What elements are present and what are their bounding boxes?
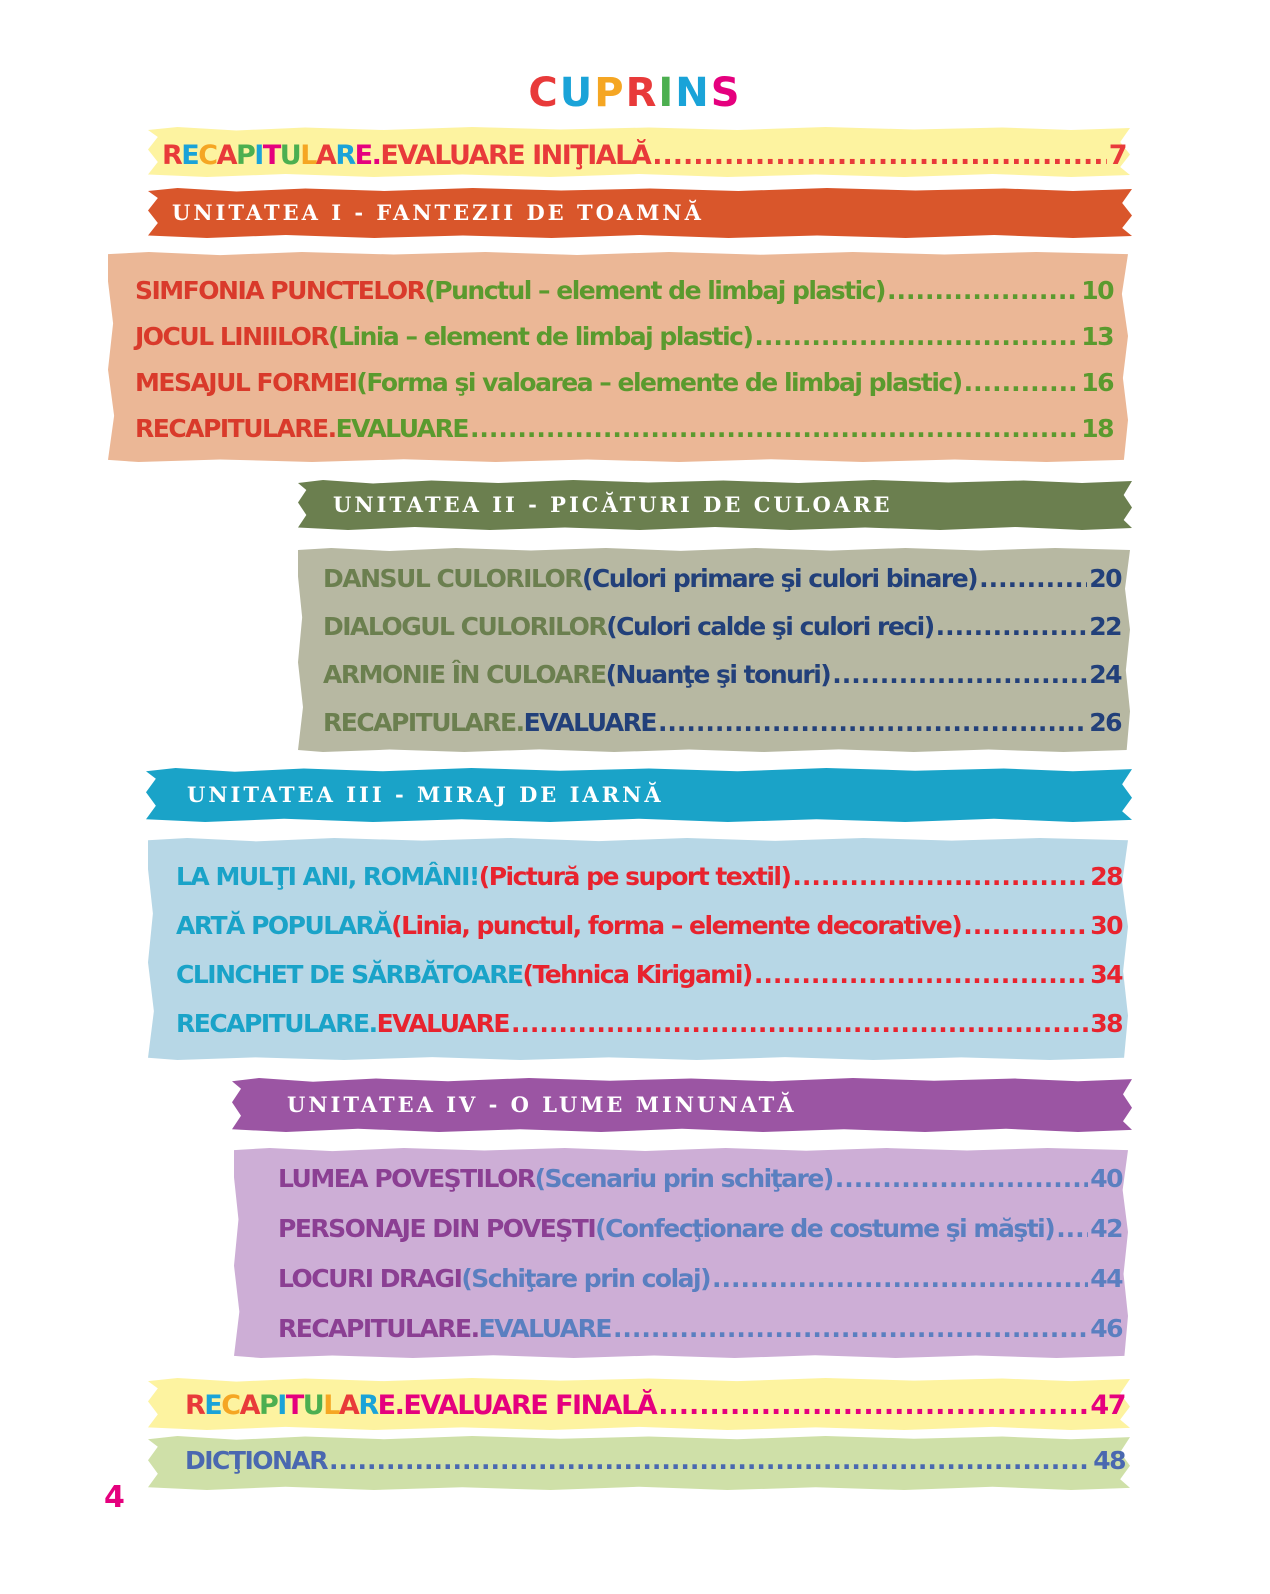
dot-leader xyxy=(887,276,1079,305)
final-label-letter: I xyxy=(277,1390,286,1421)
dot-leader xyxy=(964,368,1080,397)
final-label-letter: A xyxy=(338,1390,359,1421)
entry-title: SIMFONIA PUNCTELOR xyxy=(135,276,425,305)
intro-label-letter: R xyxy=(335,140,355,171)
intro-label-letter: C xyxy=(198,140,217,171)
intro-label-letter: R xyxy=(162,140,182,171)
entry-title: DANSUL CULORILOR xyxy=(323,564,582,593)
toc-entry[interactable] xyxy=(176,960,1122,989)
entry-subtitle: EVALUARE xyxy=(523,708,656,737)
dot-leader xyxy=(652,140,1106,171)
entry-subtitle: (Forma şi valoarea – elemente de limbaj plastic) xyxy=(356,368,962,397)
dot-leader xyxy=(832,660,1087,689)
toc-entry[interactable] xyxy=(323,660,1121,689)
page-ref: 38 xyxy=(1090,1009,1122,1038)
toc-entry[interactable] xyxy=(135,414,1113,443)
intro-label-letter: I xyxy=(254,140,263,171)
entry-subtitle: EVALUARE xyxy=(478,1314,611,1343)
unit-3-heading: UNITATEA III - MIRAJ DE IARNĂ xyxy=(187,782,664,807)
page-ref: 24 xyxy=(1089,660,1121,689)
final-label-letter: C xyxy=(221,1390,240,1421)
toc-entry[interactable] xyxy=(135,322,1113,351)
entry-subtitle: (Culori calde şi culori reci) xyxy=(606,612,934,641)
toc-entry[interactable] xyxy=(135,368,1113,397)
dot-leader xyxy=(835,1164,1088,1193)
dictionary-label: DICŢIONAR xyxy=(185,1446,328,1475)
page-ref: 48 xyxy=(1093,1446,1125,1475)
entry-title: ARTĂ POPULARĂ xyxy=(176,911,392,940)
final-label-letter: P xyxy=(258,1390,278,1421)
title-letter: N xyxy=(675,70,711,116)
final-label-letter: E xyxy=(377,1390,395,1421)
page-ref: 28 xyxy=(1090,862,1122,891)
entry-subtitle: (Confecţionare de costume şi măşti) xyxy=(595,1214,1055,1243)
intro-label-letter: L xyxy=(300,140,316,171)
entry-subtitle: (Scenariu prin schiţare) xyxy=(534,1164,833,1193)
entry-title: JOCUL LINIILOR xyxy=(135,322,329,351)
entry-title: RECAPITULARE. xyxy=(176,1009,377,1038)
title-letter: U xyxy=(559,70,595,116)
entry-title: RECAPITULARE. xyxy=(323,708,524,737)
page-title xyxy=(0,70,1270,116)
entry-title: CLINCHET DE SĂRBĂTOARE xyxy=(176,960,523,989)
intro-label-letter: A xyxy=(315,140,336,171)
title-letter: R xyxy=(625,70,659,116)
dot-leader xyxy=(1056,1214,1088,1243)
toc-entry-final[interactable] xyxy=(185,1390,1125,1421)
entry-title: LOCURI DRAGI xyxy=(278,1264,462,1293)
dot-leader xyxy=(658,708,1087,737)
entry-subtitle: (Schiţare prin colaj) xyxy=(461,1264,711,1293)
page-ref: 20 xyxy=(1089,564,1121,593)
page-ref: 44 xyxy=(1090,1264,1122,1293)
entry-subtitle: EVALUARE xyxy=(376,1009,509,1038)
final-label-letter: T xyxy=(285,1390,303,1421)
page-ref: 22 xyxy=(1089,612,1121,641)
entry-title: RECAPITULARE. xyxy=(278,1314,479,1343)
intro-label-letter: U xyxy=(279,140,301,171)
toc-entry[interactable] xyxy=(135,276,1113,305)
page-number: 4 xyxy=(104,1480,125,1515)
page-ref: 26 xyxy=(1089,708,1121,737)
final-label-letter: A xyxy=(239,1390,259,1421)
intro-label-letter: E xyxy=(181,140,199,171)
intro-label-letter: A xyxy=(216,140,236,171)
dot-leader xyxy=(754,322,1079,351)
entry-title: MESAJUL FORMEI xyxy=(135,368,357,397)
final-rest: EVALUARE FINALĂ xyxy=(403,1390,657,1421)
entry-title: LUMEA POVEŞTILOR xyxy=(278,1164,535,1193)
dot-leader xyxy=(712,1264,1088,1293)
page-ref: 42 xyxy=(1090,1214,1122,1243)
entry-title: DIALOGUL CULORILOR xyxy=(323,612,607,641)
entry-title: LA MULŢI ANI, ROMÂNI! xyxy=(176,862,479,891)
toc-entry[interactable] xyxy=(323,708,1121,737)
intro-label xyxy=(162,140,380,171)
toc-entry[interactable] xyxy=(323,564,1121,593)
unit-2-heading: UNITATEA II - PICĂTURI DE CULOARE xyxy=(333,492,893,517)
final-label-letter: R xyxy=(185,1390,205,1421)
intro-rest: EVALUARE INIŢIALĂ xyxy=(380,140,651,171)
dot-leader xyxy=(658,1390,1088,1421)
entry-subtitle: (Linia – element de limbaj plastic) xyxy=(328,322,753,351)
page-ref: 30 xyxy=(1090,911,1122,940)
entry-subtitle: EVALUARE xyxy=(335,414,468,443)
entry-title: PERSONAJE DIN POVEŞTI xyxy=(278,1214,596,1243)
unit-4-heading: UNITATEA IV - O LUME MINUNATĂ xyxy=(287,1092,797,1117)
toc-entry[interactable] xyxy=(278,1164,1122,1193)
page-ref: 7 xyxy=(1108,140,1126,171)
toc-entry[interactable] xyxy=(278,1214,1122,1243)
page-ref: 10 xyxy=(1081,276,1113,305)
toc-entry[interactable] xyxy=(176,911,1122,940)
entry-subtitle: (Pictură pe suport textil) xyxy=(478,862,791,891)
toc-entry[interactable] xyxy=(278,1264,1122,1293)
page-ref: 46 xyxy=(1090,1314,1122,1343)
toc-entry-dictionary[interactable] xyxy=(185,1446,1125,1475)
intro-label-letter: E xyxy=(354,140,372,171)
toc-entry-intro[interactable] xyxy=(162,140,1126,171)
page-ref: 40 xyxy=(1090,1164,1122,1193)
dot-leader xyxy=(613,1314,1088,1343)
dot-leader xyxy=(936,612,1088,641)
dot-leader xyxy=(979,564,1087,593)
entry-subtitle: (Culori primare şi culori binare) xyxy=(582,564,978,593)
entry-subtitle: (Linia, punctul, forma – elemente decorative) xyxy=(391,911,962,940)
final-label-letter: U xyxy=(302,1390,324,1421)
page-ref: 16 xyxy=(1081,368,1113,397)
unit-1-heading: UNITATEA I - FANTEZII DE TOAMNĂ xyxy=(172,200,704,225)
dot-leader xyxy=(792,862,1088,891)
page-ref: 13 xyxy=(1081,322,1113,351)
title-letter: P xyxy=(594,70,626,116)
dot-leader xyxy=(963,911,1088,940)
toc-entry[interactable] xyxy=(176,862,1122,891)
intro-label-letter: P xyxy=(235,140,255,171)
final-label-letter: R xyxy=(358,1390,378,1421)
entry-subtitle: (Punctul – element de limbaj plastic) xyxy=(424,276,885,305)
page-ref: 34 xyxy=(1090,960,1122,989)
dot-leader xyxy=(754,960,1088,989)
toc-entry[interactable] xyxy=(278,1314,1122,1343)
entry-subtitle: (Tehnica Kirigami) xyxy=(522,960,752,989)
dot-leader xyxy=(511,1009,1088,1038)
title-letter: S xyxy=(710,70,742,116)
final-label-letter: L xyxy=(323,1390,339,1421)
dot-leader xyxy=(329,1446,1091,1475)
toc-entry[interactable] xyxy=(176,1009,1122,1038)
entry-subtitle: (Nuanţe şi tonuri) xyxy=(605,660,831,689)
intro-label-letter: . xyxy=(371,140,381,171)
title-letter: C xyxy=(528,70,560,116)
entry-title: ARMONIE ÎN CULOARE xyxy=(323,660,606,689)
final-label-letter: E xyxy=(204,1390,222,1421)
title-letter: I xyxy=(658,70,676,116)
final-label-letter: . xyxy=(394,1390,404,1421)
intro-label-letter: T xyxy=(262,140,280,171)
dot-leader xyxy=(470,414,1079,443)
entry-title: RECAPITULARE. xyxy=(135,414,336,443)
toc-entry[interactable] xyxy=(323,612,1121,641)
page-ref: 47 xyxy=(1090,1390,1125,1421)
final-label xyxy=(185,1390,403,1421)
page-ref: 18 xyxy=(1081,414,1113,443)
